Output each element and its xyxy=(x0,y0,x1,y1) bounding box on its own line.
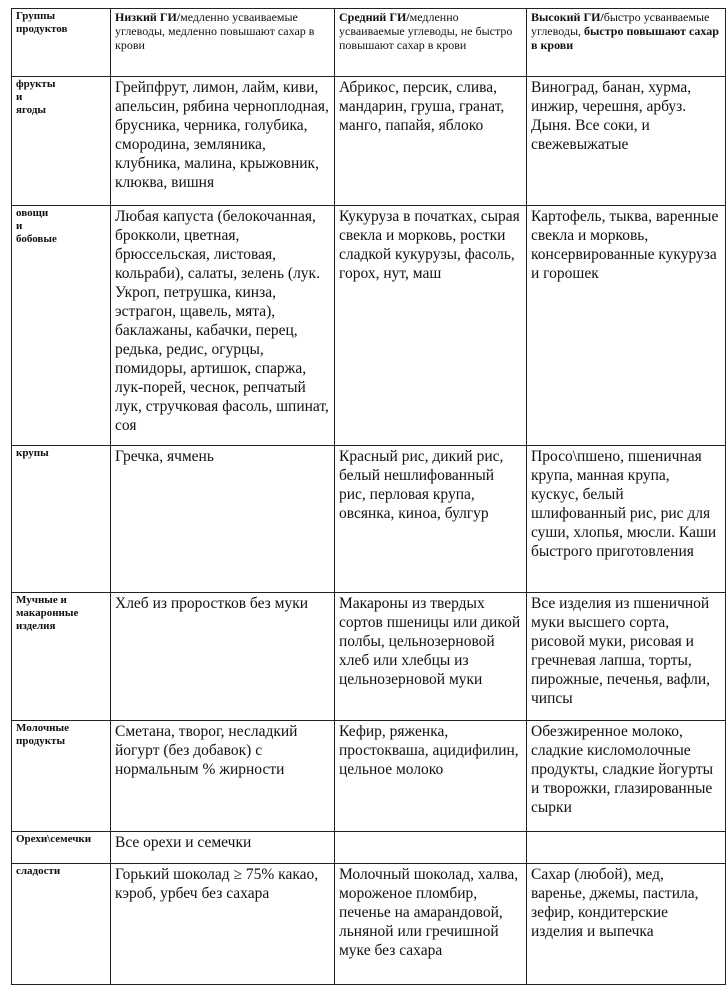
table-row-sweets xyxy=(12,864,726,985)
mid-gi-cell: Кукуруза в початках, сырая свекла и морковь, ростки сладкой кукурузы, фасоль, горох, нут, маш xyxy=(335,206,527,446)
mid-gi-desc: медленно усваиваемые углеводы, не быстро повышают сахар в крови xyxy=(339,10,513,52)
low-gi-cell: Грейпфрут, лимон, лайм, киви, апельсин, рябина черноплодная, брусника, черника, голубика, смородина, земляника, клубника, малина, крыжовник, клюква, вишня xyxy=(111,77,335,206)
low-gi-cell: Любая капуста (белокочанная, брокколи, цветная, брюссельская, листовая, кольраби), салаты, зелень (лук. Укроп, петрушка, кинза, эстрагон, щавель, мята), баклажаны, кабачки, перец, редька, редис, огурцы, помидоры, артишок, спаржа, лук-порей, чеснок, репчатый лук, стручковая фасоль, шпинат, соя xyxy=(111,206,335,446)
high-gi-cell xyxy=(527,832,726,864)
high-gi-cell: Просо\пшено, пшеничная крупа, манная крупа, кускус, белый шлифованный рис, рис для суши, хлопья, мюсли. Каши быстрого приготовления xyxy=(527,446,726,593)
table-row-grains xyxy=(12,446,726,593)
group-label: крупы xyxy=(16,447,49,459)
low-gi-cell: Сметана, творог, несладкий йогурт (без добавок) с нормальным % жирности xyxy=(111,721,335,832)
mid-gi-cell: Молочный шоколад, халва, мороженое пломбир, печенье на амарандовой, льняной или гречишной муке без сахара xyxy=(335,864,527,985)
group-label: бобовые xyxy=(16,233,57,245)
mid-gi-cell: Абрикос, персик, слива, мандарин, груша, гранат, манго, папайя, яблоко xyxy=(335,77,527,206)
mid-gi-cell: Кефир, ряженка, простокваша, ацидифилин, цельное молоко xyxy=(335,721,527,832)
header-groups-text: Группы продуктов xyxy=(16,10,68,35)
group-label: и xyxy=(16,220,23,232)
high-gi-cell: Обезжиренное молоко, сладкие кисломолочные продукты, сладкие йогурты и творожки, глазированные сырки xyxy=(527,721,726,832)
group-cell xyxy=(12,77,111,206)
group-label: овощи xyxy=(16,207,49,219)
header-mid-gi xyxy=(335,9,527,77)
group-label: сладости xyxy=(16,865,61,877)
header-low-gi xyxy=(111,9,335,77)
low-gi-cell: Хлеб из проростков без муки xyxy=(111,593,335,721)
group-label: фрукты xyxy=(16,78,56,90)
group-cell xyxy=(12,206,111,446)
low-gi-title: Низкий ГИ/ xyxy=(115,10,181,24)
group-label: Мучные и макаронные изделия xyxy=(16,594,79,632)
low-gi-cell: Все орехи и семечки xyxy=(111,832,335,864)
table-row-dairy xyxy=(12,721,726,832)
group-label: Орехи\семечки xyxy=(16,833,92,845)
table-row-flour xyxy=(12,593,726,721)
low-gi-cell: Гречка, ячмень xyxy=(111,446,335,593)
mid-gi-cell xyxy=(335,832,527,864)
mid-gi-cell: Макароны из твердых сортов пшеницы или дикой полбы, цельнозерновой хлеб или хлебцы из цельнозерновой муки xyxy=(335,593,527,721)
group-cell xyxy=(12,832,111,864)
mid-gi-cell: Красный рис, дикий рис, белый нешлифованный рис, перловая крупа, овсянка, киноа, булгур xyxy=(335,446,527,593)
group-cell xyxy=(12,721,111,832)
gi-table xyxy=(11,8,726,985)
group-cell xyxy=(12,446,111,593)
low-gi-cell: Горький шоколад ≥ 75% какао, кэроб, урбеч без сахара xyxy=(111,864,335,985)
high-gi-cell: Картофель, тыква, варенные свекла и морковь, консервированные кукуруза и горошек xyxy=(527,206,726,446)
group-label: ягоды xyxy=(16,104,47,116)
group-label: и xyxy=(16,91,23,103)
header-row xyxy=(12,9,726,77)
table-row-vegetables xyxy=(12,206,726,446)
high-gi-cell: Все изделия из пшеничной муки высшего сорта, рисовой муки, рисовая и гречневая лапша, торты, пирожные, печенья, вафли, чипсы xyxy=(527,593,726,721)
high-gi-bold: быстро повышают сахар в крови xyxy=(531,24,719,52)
header-high-gi xyxy=(527,9,726,77)
header-groups xyxy=(12,9,111,77)
high-gi-cell: Сахар (любой), мед, варенье, джемы, пастила, зефир, кондитерские изделия и выпечка xyxy=(527,864,726,985)
table-row-fruits xyxy=(12,77,726,206)
group-cell xyxy=(12,864,111,985)
low-gi-desc: медленно усваиваемые углеводы, медленно повышают сахар в крови xyxy=(115,10,315,52)
high-gi-title: Высокий ГИ/ xyxy=(531,10,604,24)
high-gi-desc: быстро усваиваемые углеводы, xyxy=(531,10,710,38)
high-gi-cell: Виноград, банан, хурма, инжир, черешня, арбуз. Дыня. Все соки, и свежевыжатые xyxy=(527,77,726,206)
group-cell xyxy=(12,593,111,721)
group-label: Молочные продукты xyxy=(16,722,69,747)
table-row-nuts xyxy=(12,832,726,864)
mid-gi-title: Средний ГИ/ xyxy=(339,10,410,24)
